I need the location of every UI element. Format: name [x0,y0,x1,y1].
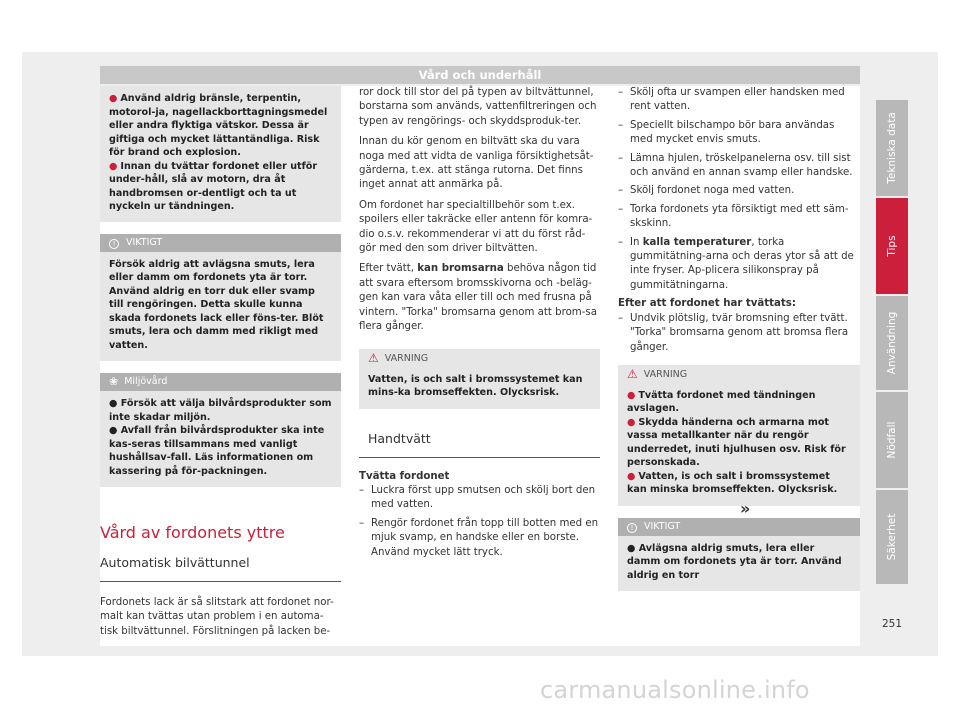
notice-bullet: ● Vatten, is och salt i bromssystemet kan minska bromseffekten. Olycksrisk. [627,470,838,496]
notice-bullet: ● Tvätta fordonet med tändningen avslagen. [627,389,816,415]
notice-body [100,391,341,487]
list-item: – Skölj fordonet noga med vatten. [618,184,860,198]
section-divider [359,457,600,458]
bullet-icon: ● [627,389,636,401]
bullet-icon: ● [109,160,118,172]
chapter-header: Vård och underhåll [100,66,860,84]
environment-icon: ❀ [109,375,119,388]
miljovard-notice [100,373,341,487]
list-item: – Lämna hjulen, tröskelpanelerna osv. till sist och använd en annan svamp eller handske. [618,152,860,181]
tab-anvandning[interactable]: Användning [876,296,908,390]
paragraph: Om fordonet har specialtillbehör som t.ex. spoilers eller takräcke eller antenn för komra-dio o.s.v. rekommenderar vi att du först råd-gör med den som driver biltvätten. [359,199,593,255]
tab-sakerhet[interactable]: Säkerhet [876,490,908,584]
notice-text: Försök aldrig att avlägsna smuts, lera eller damm om fordonets yta är torr. Använd aldrig en torr duk eller svamp till rengöringen. Detta skulle kunna skada fordonets lack eller föns-ter. Blöt smuts, lera och damm med rikligt med vatten. [109,258,324,351]
column-2 [359,86,600,564]
page-number: 251 [881,618,903,630]
paragraph: Fordonets lack är så slitstark att fordonet nor-malt kan tvättas utan problem i en automa-tisk biltvättunnel. Förslitningen på lacken be- [100,597,334,637]
dash-list [618,86,860,293]
varning-notice [359,349,600,409]
info-icon: ! [109,239,119,249]
paragraph: Efter tvätt, kan bromsarna behöva någon tid att svara eftersom bromsskivorna och -beläg-gen kan vara våta eller till och med frusna på vintern. "Torka" bromsarna genom att brom-sa flera gånger. [359,263,597,333]
notice-header: ⚠ VARNING [359,349,600,367]
column-1 [100,86,341,639]
list-heading: Tvätta fordonet [359,470,450,482]
notice-bullet: ● Försök att välja bilvårdsprodukter som inte skadar miljön. [109,398,332,423]
warning-bullet: ● Innan du tvättar fordonet eller utför under-håll, slå av motorn, dra åt handbromsen or-dentligt och ta ut nyckeln ur tändningen. [109,160,318,212]
bullet-icon: ● [109,93,118,104]
notice-body [618,383,860,506]
list-item: – Torka fordonets yta försiktigt med ett säm-skskinn. [618,203,860,232]
bullet-icon: ● [109,425,121,436]
page-content [100,86,860,646]
notice-header: ⚠ VARNING [618,365,860,383]
viktigt-notice [100,234,341,362]
notice-bullet: ● Avfall från bilvårdsprodukter ska inte kas-seras tillsammans med vanligt hushållsav-fall. Läs informationen om kassering på för-packningen. [109,425,325,477]
watermark: carmanualsonline.info [540,676,810,704]
section-divider [100,581,341,582]
notice-body [618,536,860,592]
notice-bullet: ● Avlägsna aldrig smuts, lera eller damm om fordonets yta är torr. Använd aldrig en torr [627,542,842,581]
list-item: – Undvik plötslig, tvär bromsning efter tvätt. "Torka" bromsarna genom att bromsa flera gånger. [618,312,860,355]
notice-bullet: ● Skydda händerna och armarna mot vassa metallkanter när du rengör underredet, inuti hjulhusen osv. Risk för personskada. [627,416,846,469]
bullet-icon: ● [627,542,639,554]
tab-tips[interactable]: Tips [876,198,908,294]
bullet-icon: ● [109,398,121,409]
column-3 [618,86,860,591]
subsection-title: Automatisk bilvättunnel [100,555,250,570]
bullet-icon: ● [627,470,636,482]
warning-continuation-box [100,86,341,222]
notice-header: ! VIKTIGT [618,518,860,536]
list-item: – In kalla temperaturer, torka gummitätning-arna och deras ytor så att de inte fryser. Ap-plicera silikonspray på gummitätningarna. [618,236,860,294]
warning-icon: ⚠ [627,366,638,381]
bullet-icon: ● [627,416,636,428]
paragraph: ror dock till stor del på typen av biltvättunnel, borstarna som används, vattenfiltreringen och typen av rengörings- och skyddsproduk-ter. [359,87,597,127]
section-title: Vård av fordonets yttre [100,523,285,542]
list-item: – Speciellt bilschampo bör bara användas med mycket envis smuts. [618,119,860,148]
varning-notice [618,365,860,506]
warning-bullet: ● Använd aldrig bränsle, terpentin, motorol-ja, nagellackborttagningsmedel eller andra flyktiga vätskor. Dessa är giftiga och mycket lättantändliga. Risk för brand och explosion. [109,93,328,158]
info-icon: ! [627,523,637,533]
list-item: – Rengör fordonet från topp till botten med en mjuk svamp, en handske eller en borste. Använd mycket lätt tryck. [359,517,600,560]
notice-text: Vatten, is och salt i bromssystemet kan mins-ka bromseffekten. Olycksrisk. [359,367,600,409]
notice-header: ! VIKTIGT [100,234,341,252]
tab-nodfall[interactable]: Nödfall [876,392,908,488]
dash-list [618,312,860,355]
continue-arrow-icon: » [740,499,751,518]
warning-icon: ⚠ [368,350,379,365]
notice-header: ❀ Miljövård [100,373,341,391]
list-item: – Skölj ofta ur svampen eller handsken med rent vatten. [618,86,860,115]
dash-list [359,484,600,560]
chapter-tabs [876,100,908,586]
tab-tekniska-data[interactable]: Tekniska data [876,100,908,196]
subsection-title: Handtvätt [368,430,431,446]
list-item: – Luckra först upp smutsen och skölj bort den med vatten. [359,484,600,513]
list-heading: Efter att fordonet har tvättats: [618,298,796,310]
viktigt-notice [618,518,860,592]
paragraph: Innan du kör genom en biltvätt ska du vara noga med att vidta de vanliga försiktighetsåt-gärderna, t.ex. att stänga rutorna. Det finns inget annat att anmärka på. [359,136,594,191]
